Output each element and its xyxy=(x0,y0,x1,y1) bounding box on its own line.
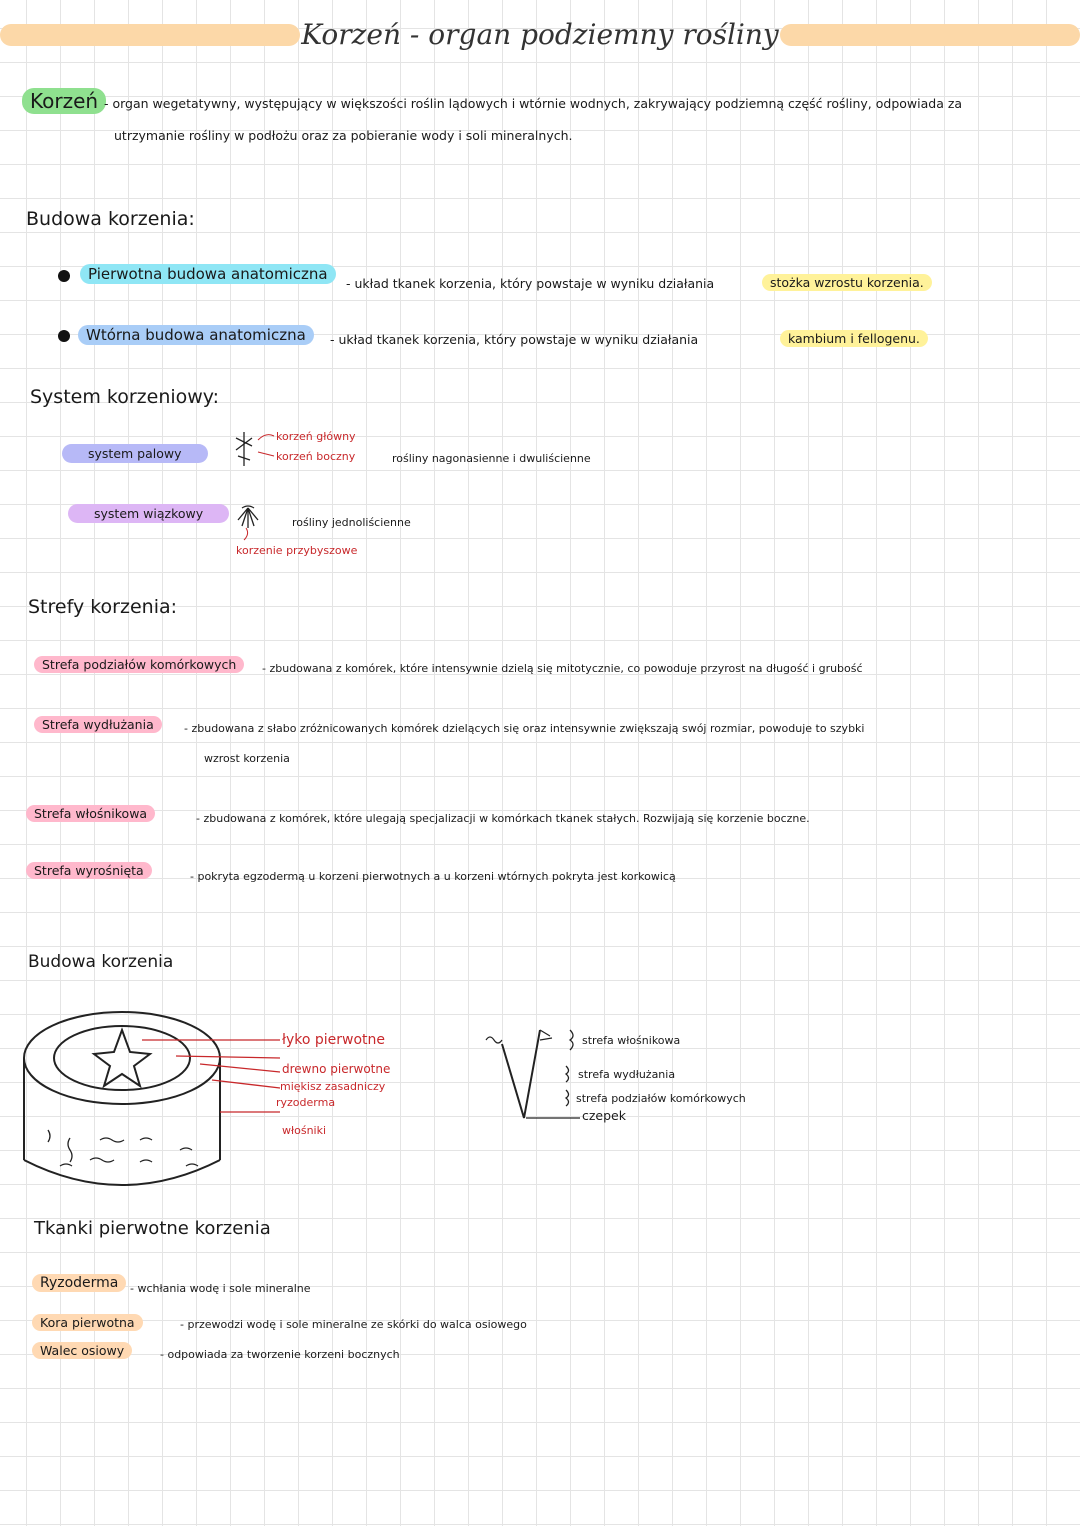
taproot-icon xyxy=(236,432,252,466)
wiazkowy-desc: rośliny jednoliścienne xyxy=(292,516,411,529)
zone-czepek: czepek xyxy=(582,1108,626,1123)
label-miekisz: miękisz zasadniczy xyxy=(280,1080,386,1093)
zone-wlosnikowa: strefa włośnikowa xyxy=(582,1034,681,1047)
page-title: Korzeń - organ podziemny rośliny xyxy=(301,18,779,51)
tkanka-text-2: - przewodzi wodę i sole mineralne ze skórki do walca osiowego xyxy=(180,1318,527,1331)
strefa-text-3: - zbudowana z komórek, które ulegają specjalizacji w komórkach tkanek stałych. Rozwijają się korzenie boczne. xyxy=(196,812,810,825)
tkanka-label-3: Walec osiowy xyxy=(32,1342,132,1359)
intro-line-1: - organ wegetatywny, występujący w większości roślin lądowych i wtórnie wodnych, zakrywający podziemną część rośliny, odpowiada za xyxy=(104,96,963,111)
tkanka-label-1: Ryzoderma xyxy=(32,1274,126,1292)
strefa-label-1: Strefa podziałów komórkowych xyxy=(34,656,244,673)
zone-wydluzania: strefa wydłużania xyxy=(578,1068,676,1081)
fibrous-root-icon xyxy=(238,506,258,528)
budowa-item-highlight-1: stożka wzrostu korzenia. xyxy=(762,274,932,291)
system-wiazkowy-label: system wiązkowy xyxy=(68,504,229,523)
strefy-heading: Strefy korzenia: xyxy=(28,596,178,618)
tkanka-label-2: Kora pierwotna xyxy=(32,1314,143,1331)
budowa-heading: Budowa korzenia: xyxy=(26,208,195,230)
palowy-ann-main: korzeń główny xyxy=(276,430,356,443)
arrow-side-root xyxy=(258,452,274,456)
tkanka-text-1: - wchłania wodę i sole mineralne xyxy=(130,1282,311,1295)
budowa-item-text-2: - układ tkanek korzenia, który powstaje w wyniku działania xyxy=(330,332,699,347)
strefa-text-4: - pokryta egzodermą u korzeni pierwotnych a u korzeni wtórnych pokryta jest korkowicą xyxy=(190,870,676,883)
system-palowy-label: system palowy xyxy=(62,444,208,463)
root-cross-section xyxy=(24,1012,220,1185)
label-ryzoderma: ryzoderma xyxy=(276,1096,336,1109)
strefa-text-2: - zbudowana z słabo zróżnicowanych komórek dzielących się oraz intensywnie zwiększają swój rozmiar, powoduje to szybki xyxy=(184,722,865,735)
system-heading: System korzeniowy: xyxy=(30,386,220,408)
arrow-adventitious xyxy=(244,528,248,540)
budowa-item-label-2: Wtórna budowa anatomiczna xyxy=(78,325,314,345)
budowa-item-text-1: - układ tkanek korzenia, który powstaje w wyniku działania xyxy=(346,276,715,291)
tkanka-text-3: - odpowiada za tworzenie korzeni bocznych xyxy=(160,1348,400,1361)
zone-podzialow: strefa podziałów komórkowych xyxy=(576,1092,746,1105)
palowy-ann-side: korzeń boczny xyxy=(276,450,356,463)
palowy-desc: rośliny nagonasienne i dwuliścienne xyxy=(392,452,591,465)
root-tip-diagram xyxy=(486,1030,573,1118)
strefa-label-3: Strefa włośnikowa xyxy=(26,805,155,822)
diagram-heading: Budowa korzenia xyxy=(28,952,174,972)
label-lyko: łyko pierwotne xyxy=(282,1032,386,1048)
intro-line-2: utrzymanie rośliny w podłożu oraz za pobieranie wody i soli mineralnych. xyxy=(114,128,573,143)
budowa-item-highlight-2: kambium i fellogenu. xyxy=(780,330,928,347)
label-drewno: drewno pierwotne xyxy=(282,1062,391,1076)
budowa-item-label-1: Pierwotna budowa anatomiczna xyxy=(80,264,336,284)
arrow-main-root xyxy=(258,435,274,440)
wiazkowy-ann: korzenie przybyszowe xyxy=(236,544,358,557)
label-wlosniki: włośniki xyxy=(282,1124,327,1137)
strefa-label-2: Strefa wydłużania xyxy=(34,716,162,733)
korzen-term: Korzeń xyxy=(22,88,106,114)
strefa-text-1: - zbudowana z komórek, które intensywnie dzielą się mitotycznie, co powoduje przyrost na długość i grubość xyxy=(262,662,863,675)
tkanki-heading: Tkanki pierwotne korzenia xyxy=(34,1218,271,1239)
strefa-text-2b: wzrost korzenia xyxy=(204,752,290,765)
strefa-label-4: Strefa wyrośnięta xyxy=(26,862,152,879)
